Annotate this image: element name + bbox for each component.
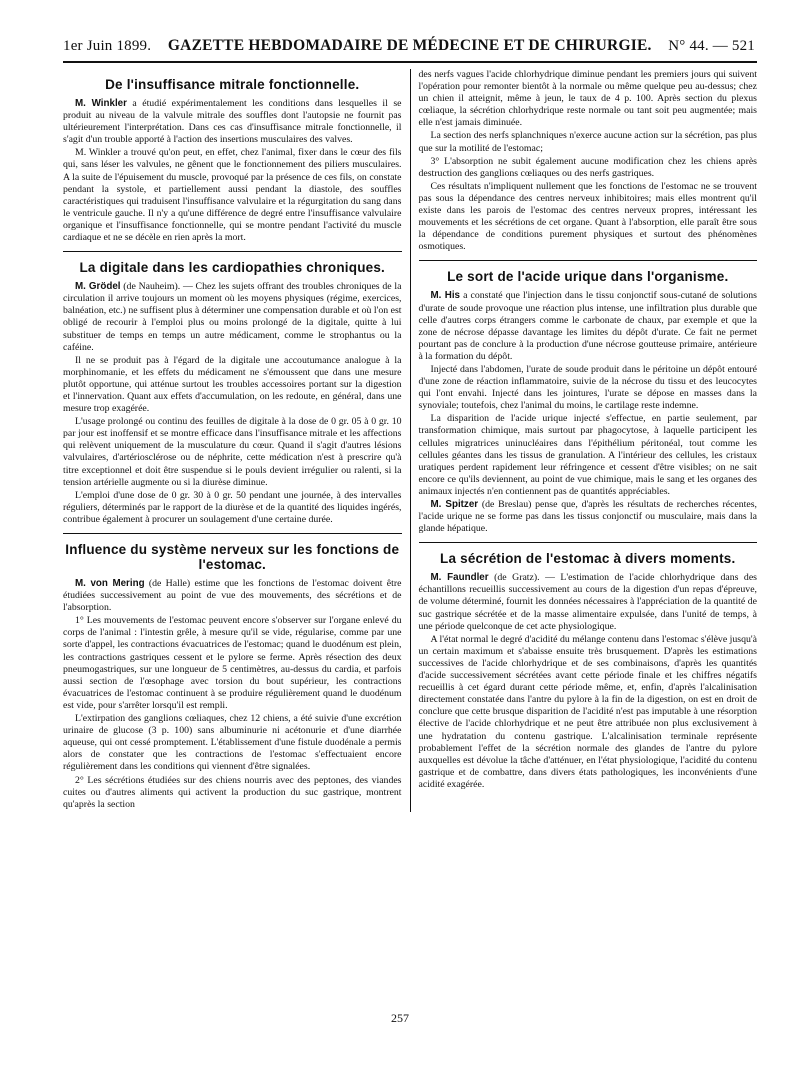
author-name: M. von Mering xyxy=(75,578,145,589)
paragraph xyxy=(63,98,402,146)
section-divider xyxy=(419,260,758,261)
article-title: Influence du système nerveux sur les fonctions de l'estomac. xyxy=(65,542,400,572)
author-name: M. Grödel xyxy=(75,281,121,293)
article-title: La sécrétion de l'estomac à divers moments. xyxy=(440,551,736,567)
paragraph xyxy=(63,578,402,614)
section-divider xyxy=(419,542,758,543)
paragraph: L'emploi d'une dose de 0 gr. 30 à 0 gr. 50 pendant une journée, à des intervalles réguliers, déterminés par le rapport de la diurèse et de la quantité des liquides ingérés, contribue également à procurer un soulagement d'une certaine durée. xyxy=(63,489,402,525)
section-divider xyxy=(63,533,402,534)
article-title: De l'insuffisance mitrale fonctionnelle. xyxy=(105,77,360,92)
author-name: M. Spitzer xyxy=(430,499,479,510)
author-name: M. Winkler xyxy=(75,98,127,109)
paragraph: 1° Les mouvements de l'estomac peuvent encore s'observer sur l'organe enlevé du corps de l'animal : l'intestin grêle, à mesure qu'il se vide, régularise, comme par une sorte d'appel, les contractions évacuatrices de l'estomac; quand le duodénum est plein, les contractions gastriques cessent et le pylore se ferme. Après résection des deux pneumogastriques, sur une longueur de 5 centimètres, au-dessus du cardia, et parfois aussi section de l'œsophage avec torsion du bout supérieur, les contractions évacuatrices de l'estomac continuent à se produire régulièrement quand le duodénum est vide, pour s'arrêter lorsqu'il est rempli. xyxy=(63,615,402,711)
page-number: 257 xyxy=(391,1011,409,1025)
paragraph: Injecté dans l'abdomen, l'urate de soude produit dans le péritoine un dépôt entouré d'une zone de réaction inflammatoire, suivie de la nécrose du tissu et des leucocytes qui l'ont envahi. Injecté dans les jointures, l'urate se dépose en masses dans la synoviale; toutefois, chez l'animal du moins, le cartilage reste indemne. xyxy=(418,363,757,412)
paragraph: M. Winkler a trouvé qu'on peut, en effet, chez l'animal, fixer dans le cœur des fils qui, sans léser les valvules, ne gênent que le fonctionnement des piliers musculaires. A la suite de l'épuisement du muscle, provoqué par la présence de ces fils, on constate pendant la systole, et partiellement aussi pendant la diastole, des souffles caractéristiques qui traduisent l'insuffisance valvulaire et la régurgitation du sang dans le ventricule gauche. Il n'y a qu'une différence de degré entre l'insuffisance valvulaire organique et l'insuffisance fonctionnelle, qui se montre pendant l'activité du muscle cardiaque et ne se décèle en rien après la mort. xyxy=(63,147,402,244)
paragraph-text: (de Nauheim). — Chez les sujets offrant des troubles chroniques de la circulation il arrive toujours un moment où les moyens physiques (régime, exercices, balnéation, etc.) ne suffisent plus à déterminer une compensation durable et où l'on est obligé de recourir à l'emploi plus ou moins prolongé de la digitale, quitte à lui substituer de temps en temps un autre médicament, comme le strophantus ou la caféine. xyxy=(63,281,402,353)
paragraph: des nerfs vagues l'acide chlorhydrique diminue pendant les premiers jours qui suivent l'opération pour remonter bientôt à la normale ou même quelque peu au-dessus; chez un chien il atteignit, même à jeun, le taux de 4 p. 100. Après section du plexus cœliaque, la sécrétion chlorhydrique reste normale ou tant soit peu augmentée; mais elle n'est jamais diminuée. xyxy=(418,69,757,129)
paragraph: Ces résultats n'impliquent nullement que les fonctions de l'estomac ne se trouvent pas sous la dépendance des centres nerveux inhibitoires; mais elles montrent qu'il existe dans les parois de l'estomac des centres nerveux propres, intéressant les mouvements et les sécrétions de cet organe. Quant à l'absorption, elle paraît être sous la dépendance de conditions purement physiques et surtout des phénomènes osmotiques. xyxy=(418,180,757,253)
paragraph xyxy=(419,572,758,632)
journal-title: GAZETTE HEBDOMADAIRE DE MÉDECINE ET DE CHIRURGIE. xyxy=(167,37,652,54)
paragraph: La section des nerfs splanchniques n'exerce aucune action sur la sécrétion, pas plus que sur la motilité de l'estomac; xyxy=(418,130,757,154)
paragraph: 2° Les sécrétions étudiées sur des chiens nourris avec des peptones, des viandes cuites ou d'autres aliments qui activent la production du suc gastrique, montrent qu'après la section xyxy=(63,774,402,810)
paragraph: L'extirpation des ganglions cœliaques, chez 12 chiens, a été suivie d'une excrétion urinaire de glucose (3 p. 100) sans albuminurie ni acétonurie et d'une diarrhée aqueuse, qui ont cessé promptement. L'établissement d'une fistule duodénale a permis alors de constater que les contractions de l'estomac s'effectuaient encore régulièrement dans les conditions qui viennent d'être signalées. xyxy=(63,713,402,773)
paragraph: L'usage prolongé ou continu des feuilles de digitale à la dose de 0 gr. 05 à 0 gr. 10 par jour est inoffensif et se montre efficace dans l'insuffisance mitrale et les affections qui relèvent uniquement de la musculature du cœur. Quand il s'agit d'autres lésions valvulaires, d'artériosclérose ou de néphrite, cette médication n'est à prescrire qu'à titre exceptionnel et doit être suspendue si le pouls devient irrégulier ou ralenti, si la tension artérielle augmente ou si la diurèse diminue. xyxy=(63,416,402,488)
left-column xyxy=(63,69,411,812)
author-name: M. His xyxy=(430,290,460,302)
header-date: 1er Juin 1899. xyxy=(63,38,152,54)
paragraph-text: a constaté que l'injection dans le tissu conjonctif sous-cutané de solutions d'urate de soude provoque une réaction plus intense, une infiltration plus durable que celle d'autres corps étrangers comme le carbonate de chaux, par exemple et que la zone de nécrose dépasse davantage les limites du dépôt d'urate. Ce fait ne permet pourtant pas de conclure à la production d'une nécrose goutteuse primaire, antérieure à la formation du dépôt. xyxy=(418,290,757,362)
paragraph xyxy=(63,281,402,354)
paragraph xyxy=(419,290,758,363)
paragraph: Il ne se produit pas à l'égard de la digitale une accoutumance analogue à la morphinomanie, et les effets du médicament ne s'émoussent que dans une mesure plutôt opportune, qui atténue surtout les troubles accessoires portant sur la digestion et l'innervation. Quant aux effets d'accumulation, on les redoute, en général, dans une mesure trop exagérée. xyxy=(63,354,402,415)
author-name: M. Faundler xyxy=(430,572,489,584)
article-title: Le sort de l'acide urique dans l'organisme. xyxy=(447,269,729,285)
section-divider xyxy=(63,251,402,252)
paragraph-text: (de Breslau) pense que, d'après les résultats de recherches récentes, l'acide urique ne se forme pas dans les tissus conjonctif ou musculaire, mais dans la glande hépatique. xyxy=(418,499,757,535)
header-rule xyxy=(63,61,757,63)
paragraph-text: (de Gratz). — L'estimation de l'acide chlorhydrique dans des échantillons recueillis successivement au cours de la digestion d'un repas d'épreuve, de volume déterminé, fournit les données nécessaires à l'appréciation de la quantité de suc gastrique sécrétée et de la masse alimentaire expulsée, dans l'unité de temps, à une période quelconque de cet acte physiologique. xyxy=(418,572,757,632)
paragraph: La disparition de l'acide urique injecté s'effectue, en partie seulement, par transformation chimique, mais surtout par phagocytose, à laquelle participent les cellules migratrices uninucléaires dans l'épithélium péritonéal, tout comme les cellules géantes dans les tissus de granulation. A l'intérieur des cellules, les cristaux uratiques perdent rapidement leur réfringence et cessent d'être visibles; on ne sait encore ce qu'ils deviennent, au point de vue chimique, mais le sang et les organes des animaux injectés n'en contiennent pas de quantités appréciables. xyxy=(418,413,757,497)
right-column xyxy=(411,69,758,812)
running-header xyxy=(57,37,757,59)
paragraph-text: a étudié expérimentalement les conditions dans lesquelles il se produit au niveau de la valvule mitrale des souffles dont l'autopsie ne fournit pas ultérieurement l'interprétation. Dans ces cas d'insuffisance mitrale fonctionnelle, il s'agit d'un trouble apporté à l'action des insertions musculaires des valves. xyxy=(63,98,402,146)
journal-page xyxy=(57,37,757,810)
article-title: La digitale dans les cardiopathies chroniques. xyxy=(79,260,386,276)
issue-number: N° 44. — 521 xyxy=(668,38,755,54)
paragraph-text: (de Halle) estime que les fonctions de l'estomac doivent être étudiées successivement au point de vue des mouvements, des sécrétions et de l'absorption. xyxy=(63,578,402,614)
two-column-body xyxy=(63,69,757,812)
paragraph xyxy=(419,499,758,535)
paragraph: 3° L'absorption ne subit également aucune modification chez les chiens après destruction des ganglions cœliaques ou des nerfs gastriques. xyxy=(418,155,757,179)
paragraph: A l'état normal le degré d'acidité du mélange contenu dans l'estomac s'élève jusqu'à un certain maximum et s'abaisse ensuite très brusquement. D'après les estimations successives de l'acide chlorhydrique et de ses combinaisons, d'après les quantités d'acide successivement sécrétées avant cette période finale et les chiffres négatifs recueillis à cet égard durant cette période même, et, enfin, d'après l'alcalinisation directement constatée dans l'antre du pylore à la fin de la digestion, on est en droit de conclure que cette brusque disparition de l'acidité n'est pas imputable à une résorption élective de l'acide chlorhydrique et ne peut être attribuée non plus exclusivement à une hydratation du contenu gastrique. L'alcalinisation terminale représente probablement l'effet de la sécrétion normale des glandes de l'antre du pylore auxquelles est dévolue la tâche d'atténuer, en l'état physiologique, l'acidité du contenu gastrique et de combattre, dans divers états pathologiques, les inconvénients d'une acidité exagérée. xyxy=(418,633,757,790)
